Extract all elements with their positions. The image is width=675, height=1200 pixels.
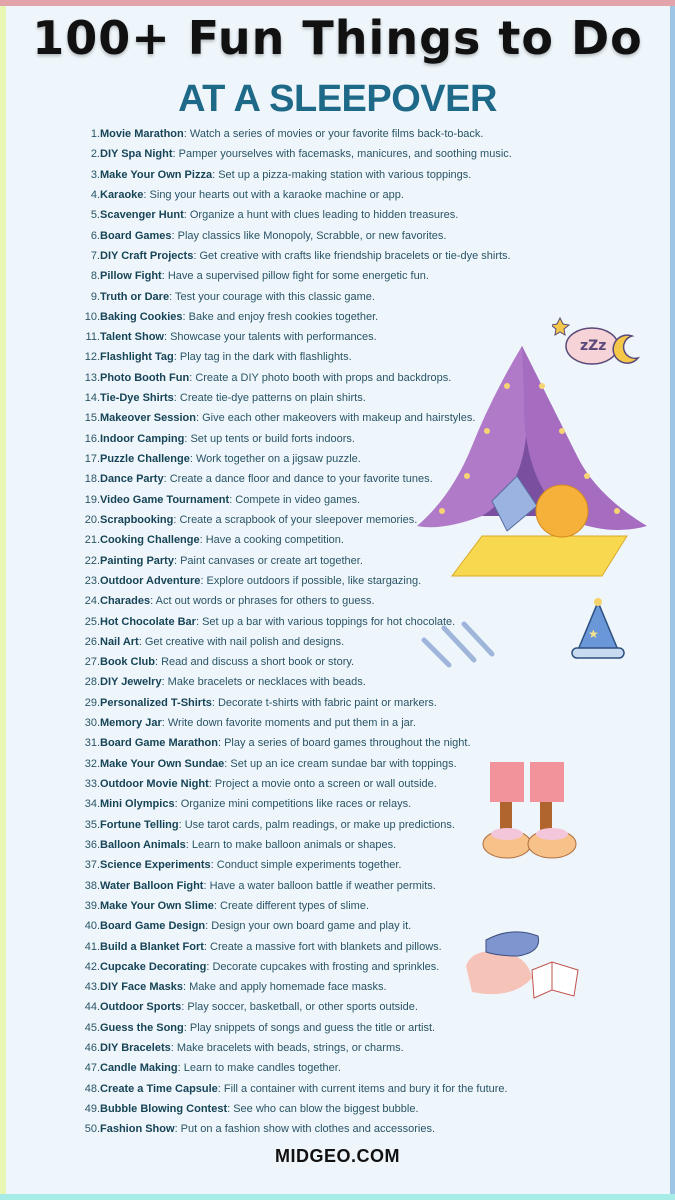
item-description: : Create a scrapbook of your sleepover memories. [173, 513, 418, 526]
list-item [60, 774, 512, 794]
item-name: DIY Bracelets [100, 1042, 171, 1055]
item-description: : Explore outdoors if possible, like stargazing. [200, 574, 422, 587]
list-item [60, 165, 512, 185]
item-description: : Set up tents or build forts indoors. [184, 432, 355, 445]
item-number: 35. [84, 818, 100, 831]
item-name: Outdoor Adventure [100, 574, 201, 587]
item-number: 23. [84, 574, 100, 587]
item-name: Karaoke [100, 188, 144, 201]
item-number: 5. [90, 209, 100, 222]
item-description: : Play a series of board games throughout the night. [217, 737, 471, 750]
item-description: : Project a movie onto a screen or wall outside. [208, 778, 437, 790]
item-description: : Make and apply homemade face masks. [182, 981, 387, 994]
item-name: DIY Face Masks [100, 981, 183, 994]
slippers-illustration [482, 758, 598, 862]
list-item [60, 144, 512, 164]
item-description: : Play tag in the dark with flashlights. [173, 351, 352, 364]
item-name: Truth or Dare [100, 290, 170, 303]
wizard-hat-icon [568, 598, 628, 662]
item-name: Create a Time Capsule [100, 1082, 218, 1095]
footer-website: MIDGEO.COM [275, 1146, 400, 1166]
item-description: : Play soccer, basketball, or other sports outside. [181, 1001, 418, 1014]
item-number: 1. [90, 128, 100, 140]
svg-text:★: ★ [588, 627, 599, 641]
item-name: Indoor Camping [100, 432, 185, 445]
item-number: 16. [84, 432, 100, 445]
list-item [60, 957, 512, 977]
item-description: : Decorate cupcakes with frosting and sprinkles. [206, 960, 440, 973]
item-description: : Create different types of slime. [213, 899, 369, 912]
item-name: Dance Party [100, 473, 164, 486]
item-name: DIY Craft Projects [100, 249, 194, 262]
list-item [60, 835, 512, 855]
item-number: 25. [84, 615, 100, 628]
item-name: Make Your Own Slime [100, 899, 214, 912]
item-name: Cooking Challenge [100, 534, 200, 547]
list-item [60, 1038, 512, 1058]
item-description: : Showcase your talents with performances. [163, 331, 377, 344]
item-description: : Put on a fashion show with clothes and accessories. [174, 1123, 436, 1136]
item-number: 46. [84, 1042, 100, 1055]
tent-illustration [412, 336, 652, 592]
item-description: : Play snippets of songs and guess the title or artist. [183, 1021, 436, 1034]
item-number: 44. [84, 1001, 100, 1014]
item-description: : Paint canvases or create art together. [173, 554, 363, 567]
item-name: Flashlight Tag [100, 351, 174, 364]
list-item [60, 266, 512, 286]
item-number: 41. [84, 940, 100, 953]
item-name: Build a Blanket Fort [100, 940, 204, 953]
item-name: Science Experiments [100, 859, 211, 872]
item-name: Talent Show [100, 331, 164, 344]
sleep-mask-book-illustration [462, 926, 582, 1002]
item-number: 33. [84, 778, 100, 790]
item-number: 32. [84, 757, 100, 770]
list-item [60, 876, 512, 896]
list-item [60, 591, 512, 611]
item-number: 17. [84, 453, 100, 465]
item-number: 42. [84, 960, 100, 973]
item-name: Puzzle Challenge [100, 453, 190, 465]
item-name: Board Games [100, 229, 172, 242]
item-number: 19. [84, 493, 100, 506]
list-item [60, 733, 512, 753]
item-description: : Create a dance floor and dance to your favorite tunes. [163, 473, 433, 486]
item-number: 20. [84, 513, 100, 526]
item-description: : See who can blow the biggest bubble. [227, 1103, 419, 1115]
item-description: : Test your courage with this classic game. [169, 290, 375, 303]
list-item [60, 226, 512, 246]
item-name: Painting Party [100, 554, 174, 567]
item-number: 29. [84, 696, 100, 709]
item-number: 10. [84, 310, 100, 323]
item-name: Pillow Fight [100, 270, 162, 283]
list-item [60, 672, 512, 692]
item-name: Fortune Telling [100, 818, 179, 831]
item-number: 14. [84, 392, 100, 405]
item-description: : Act out words or phrases for others to guess. [150, 595, 375, 608]
item-name: Personalized T-Shirts [100, 696, 212, 709]
item-name: DIY Spa Night [100, 148, 173, 161]
item-number: 48. [84, 1082, 100, 1095]
item-number: 49. [84, 1103, 100, 1115]
item-name: Board Game Marathon [100, 737, 218, 750]
item-number: 13. [84, 371, 100, 384]
item-number: 30. [84, 717, 100, 730]
item-name: Mini Olympics [100, 798, 175, 811]
border-bottom [0, 1194, 675, 1200]
item-name: Charades [100, 595, 151, 608]
item-name: Book Club [100, 656, 155, 669]
item-name: Makeover Session [100, 412, 196, 425]
item-number: 8. [90, 270, 100, 283]
item-name: Nail Art [100, 635, 139, 648]
item-name: Scrapbooking [100, 513, 174, 526]
item-number: 31. [84, 737, 100, 750]
item-number: 3. [90, 168, 100, 181]
item-name: Make Your Own Pizza [100, 168, 213, 181]
list-item [60, 307, 512, 327]
item-description: : Organize a hunt with clues leading to hidden treasures. [183, 209, 459, 222]
item-number: 37. [84, 859, 100, 872]
list-item [60, 815, 512, 835]
list-item [60, 997, 512, 1017]
list-item [60, 185, 512, 205]
item-name: Hot Chocolate Bar [100, 615, 196, 628]
item-name: Baking Cookies [100, 310, 183, 323]
item-number: 50. [84, 1123, 100, 1136]
item-description: : Set up a pizza-making station with various toppings. [212, 168, 472, 181]
item-description: : Have a supervised pillow fight for some energetic fun. [161, 270, 429, 283]
item-name: Board Game Design [100, 920, 206, 933]
item-number: 21. [84, 534, 100, 547]
list-item [60, 205, 512, 225]
list-item [60, 1119, 512, 1139]
item-description: : Learn to make balloon animals or shapes. [185, 838, 397, 851]
item-name: Guess the Song [100, 1021, 184, 1034]
item-name: Balloon Animals [100, 838, 186, 851]
item-number: 2. [90, 148, 100, 161]
item-description: : Play classics like Monopoly, Scrabble, or new favorites. [171, 229, 447, 242]
item-number: 27. [84, 656, 100, 669]
item-name: Movie Marathon [100, 128, 184, 140]
item-number: 24. [84, 595, 100, 608]
item-name: DIY Jewelry [100, 676, 162, 689]
item-name: Tie-Dye Shirts [100, 392, 174, 405]
item-number: 4. [90, 188, 100, 201]
list-item [60, 937, 512, 957]
list-item [60, 713, 512, 733]
list-item [60, 287, 512, 307]
item-description: : Create tie-dye patterns on plain shirts. [173, 392, 366, 405]
item-description: : Watch a series of movies or your favorite films back-to-back. [183, 128, 484, 140]
page-title: 100+ Fun Things to Do [32, 11, 643, 65]
item-description: : Work together on a jigsaw puzzle. [189, 453, 361, 465]
item-number: 39. [84, 899, 100, 912]
item-description: : Get creative with crafts like friendship bracelets or tie-dye shirts. [193, 249, 511, 262]
item-description: : Decorate t-shirts with fabric paint or markers. [211, 696, 437, 709]
item-name: Scavenger Hunt [100, 209, 184, 222]
item-description: : Create a DIY photo booth with props and backdrops. [189, 371, 452, 384]
border-left [0, 6, 6, 1194]
item-name: Video Game Tournament [100, 493, 230, 506]
item-number: 26. [84, 635, 100, 648]
item-name: Water Balloon Fight [100, 879, 204, 892]
item-description: : Design your own board game and play it. [205, 920, 412, 933]
item-number: 9. [90, 290, 100, 303]
item-description: : Create a massive fort with blankets and pillows. [203, 940, 442, 953]
item-number: 18. [84, 473, 100, 486]
item-number: 22. [84, 554, 100, 567]
item-name: Candle Making [100, 1062, 178, 1075]
list-item [60, 124, 512, 144]
list-item [60, 693, 512, 713]
item-description: : Have a water balloon battle if weather permits. [203, 879, 436, 892]
item-name: Fashion Show [100, 1123, 175, 1136]
item-number: 15. [84, 412, 100, 425]
item-name: Cupcake Decorating [100, 960, 207, 973]
item-number: 36. [84, 838, 100, 851]
item-description: : Sing your hearts out with a karaoke machine or app. [143, 188, 404, 201]
svg-text:zZz: zZz [580, 338, 607, 354]
border-top [0, 0, 675, 6]
list-item [60, 896, 512, 916]
item-number: 6. [90, 229, 100, 242]
border-right [670, 6, 675, 1194]
list-item [60, 1058, 512, 1078]
item-number: 7. [90, 249, 100, 262]
item-description: : Give each other makeovers with makeup and hairstyles. [196, 412, 476, 425]
list-item [60, 1079, 512, 1099]
item-description: : Make bracelets or necklaces with beads. [161, 676, 366, 689]
list-item [60, 977, 512, 997]
item-description: : Write down favorite moments and put them in a jar. [161, 717, 416, 730]
item-number: 45. [84, 1021, 100, 1034]
item-description: : Learn to make candles together. [177, 1062, 341, 1075]
item-description: : Pamper yourselves with facemasks, manicures, and soothing music. [172, 148, 512, 161]
item-number: 47. [84, 1062, 100, 1075]
item-description: : Compete in video games. [229, 493, 361, 506]
page-subtitle: AT A SLEEPOVER [178, 78, 497, 120]
item-description: : Fill a container with current items and bury it for the future. [217, 1082, 508, 1095]
item-name: Photo Booth Fun [100, 371, 190, 384]
item-description: : Set up an ice cream sundae bar with toppings. [224, 757, 457, 770]
item-name: Bubble Blowing Contest [100, 1103, 228, 1115]
item-description: : Read and discuss a short book or story. [155, 656, 355, 669]
item-number: 34. [84, 798, 100, 811]
list-item [60, 246, 512, 266]
item-description: : Use tarot cards, palm readings, or make up predictions. [178, 818, 455, 831]
list-item [60, 794, 512, 814]
item-description: : Set up a bar with various toppings for hot chocolate. [195, 615, 456, 628]
item-name: Make Your Own Sundae [100, 757, 225, 770]
item-number: 28. [84, 676, 100, 689]
item-description: : Make bracelets with beads, strings, or charms. [170, 1042, 404, 1055]
item-description: : Have a cooking competition. [199, 534, 344, 547]
list-item [60, 855, 512, 875]
item-description: : Get creative with nail polish and designs. [138, 635, 345, 648]
item-description: : Conduct simple experiments together. [210, 859, 402, 872]
list-item [60, 754, 512, 774]
item-description: : Organize mini competitions like races or relays. [174, 798, 412, 811]
item-name: Memory Jar [100, 717, 162, 730]
item-name: Outdoor Movie Night [100, 778, 209, 790]
list-item [60, 916, 512, 936]
list-item [60, 1018, 512, 1038]
item-number: 40. [84, 920, 100, 933]
item-name: Outdoor Sports [100, 1001, 182, 1014]
item-number: 12. [84, 351, 100, 364]
item-number: 38. [84, 879, 100, 892]
item-number: 11. [85, 331, 100, 344]
pillow-lines-decoration [414, 620, 498, 672]
item-number: 43. [84, 981, 100, 994]
item-description: : Bake and enjoy fresh cookies together. [182, 310, 379, 323]
list-item [60, 1099, 512, 1119]
